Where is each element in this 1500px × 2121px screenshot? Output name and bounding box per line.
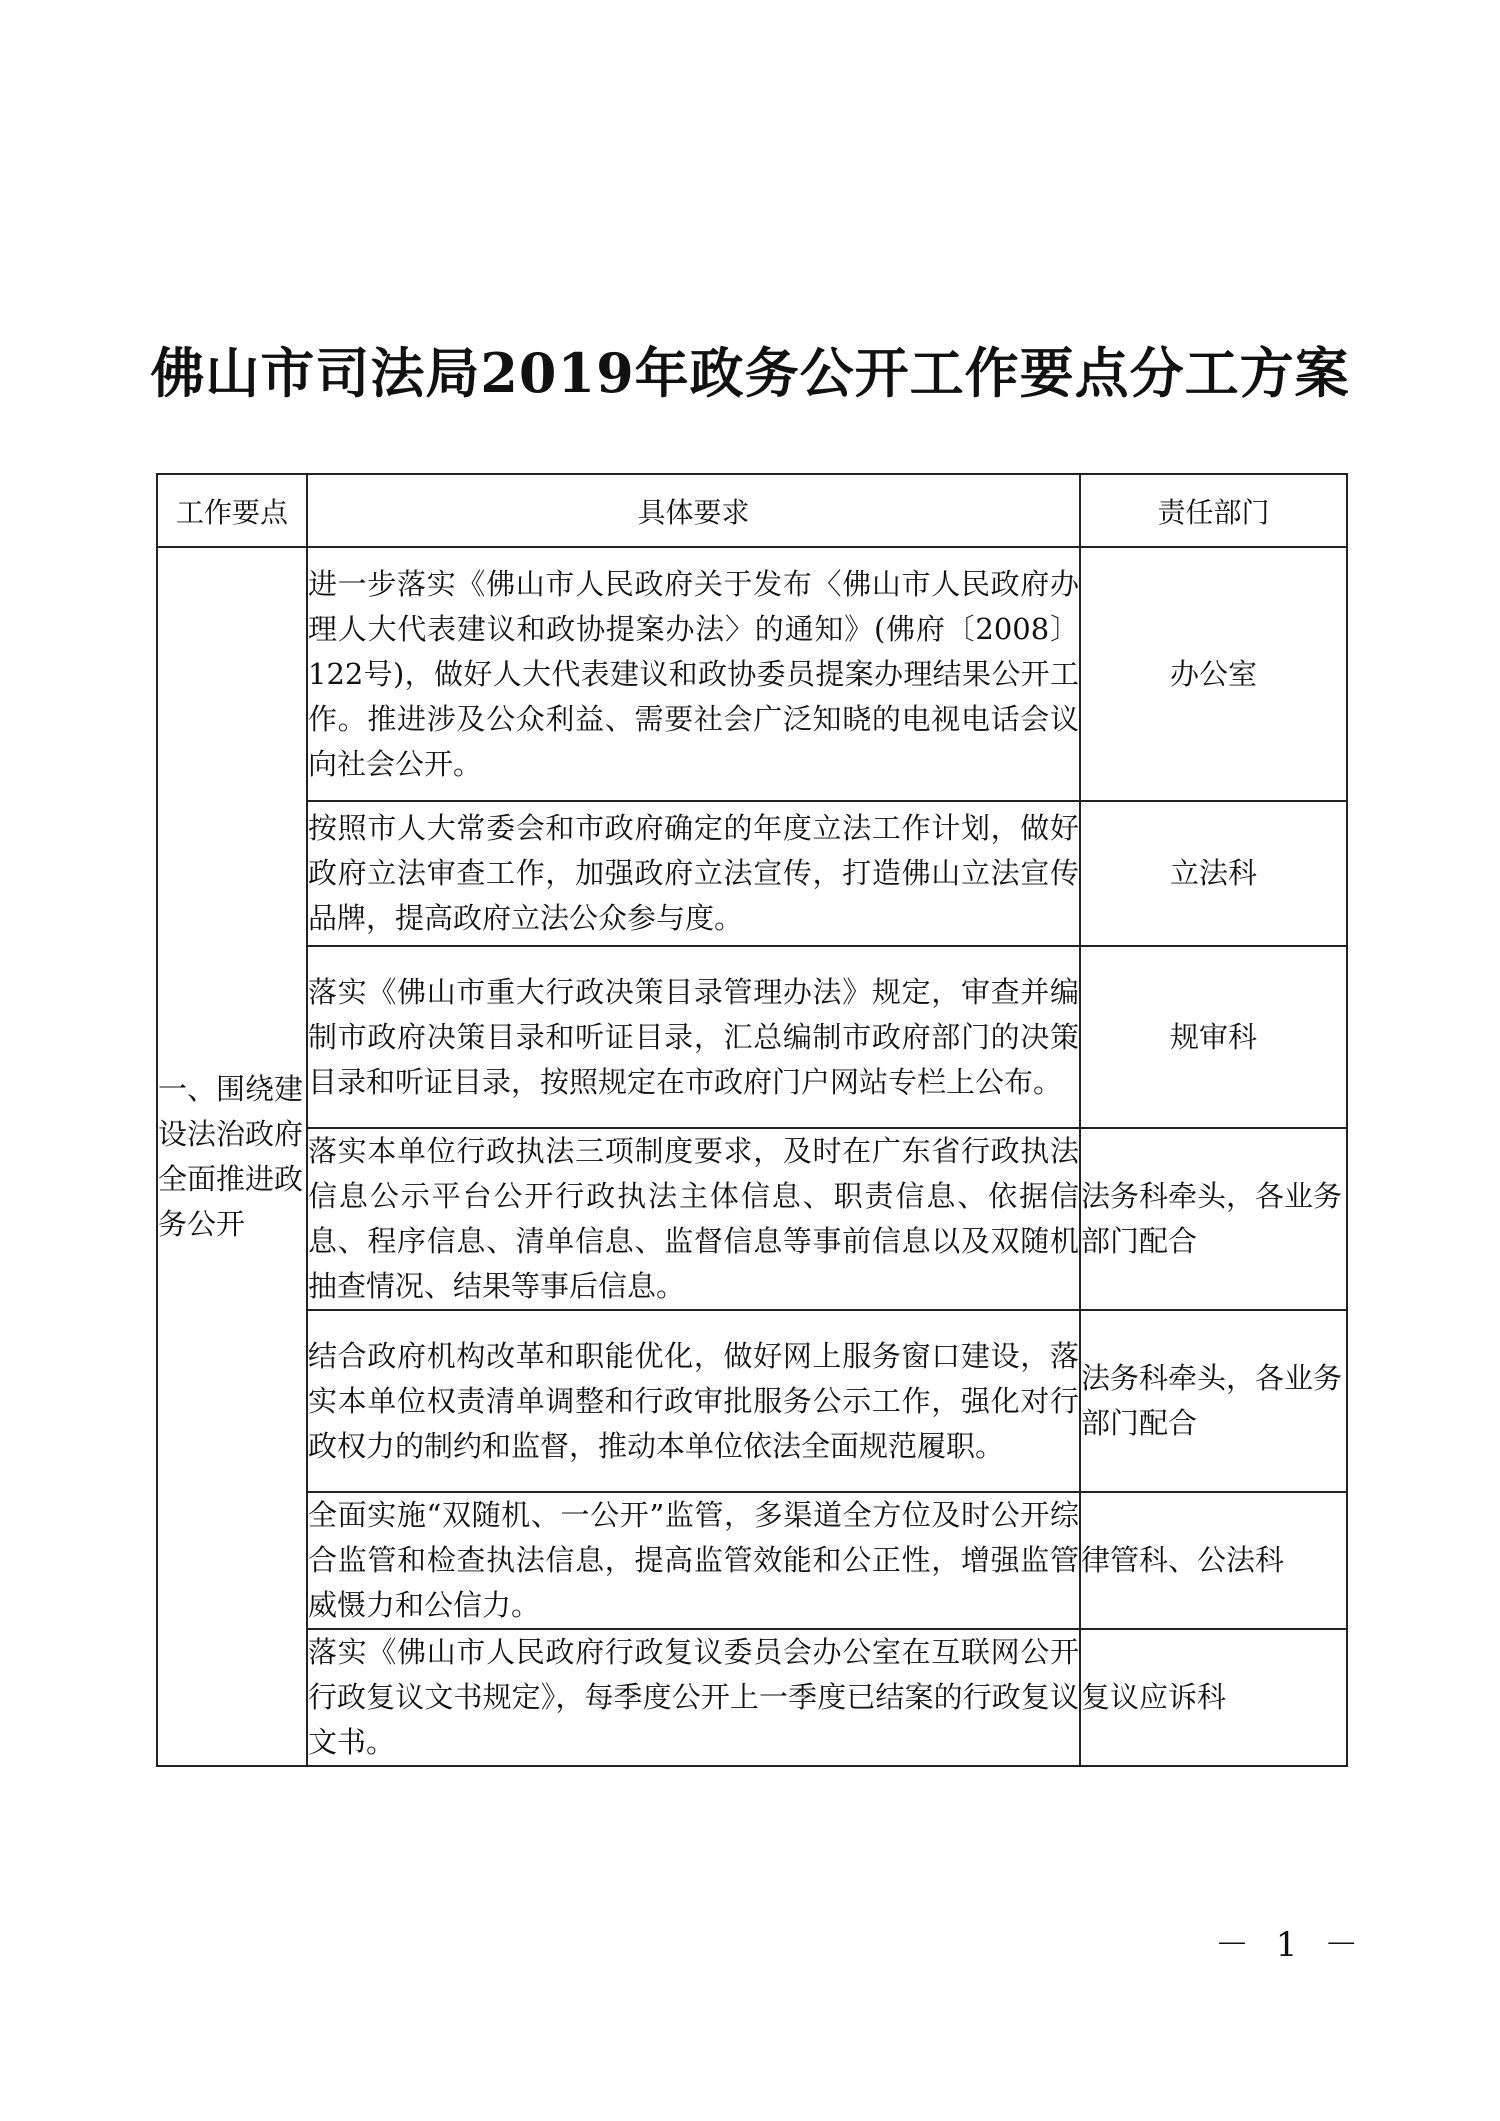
department-cell: 办公室 <box>1080 547 1347 801</box>
requirement-cell: 结合政府机构改革和职能优化，做好网上服务窗口建设，落实本单位权责清单调整和行政审批服务公示工作，强化对行政权力的制约和监督，推动本单位依法全面规范履职。 <box>307 1310 1080 1492</box>
table-row <box>157 1492 1347 1629</box>
department-cell: 律管科、公法科 <box>1080 1492 1347 1629</box>
requirement-cell: 按照市人大常委会和市政府确定的年度立法工作计划，做好政府立法审查工作，加强政府立法宣传，打造佛山立法宣传品牌，提高政府立法公众参与度。 <box>307 801 1080 946</box>
header-work-point: 工作要点 <box>157 474 307 547</box>
table-row <box>157 1310 1347 1492</box>
header-requirement: 具体要求 <box>307 474 1080 547</box>
table-row <box>157 946 1347 1128</box>
department-cell: 规审科 <box>1080 946 1347 1128</box>
table-row <box>157 1128 1347 1310</box>
table-header-row <box>157 474 1347 547</box>
requirement-cell: 落实《佛山市重大行政决策目录管理办法》规定，审查并编制市政府决策目录和听证目录，汇总编制市政府部门的决策目录和听证目录，按照规定在市政府门户网站专栏上公布。 <box>307 946 1080 1128</box>
table-row <box>157 547 1347 801</box>
department-cell: 法务科牵头，各业务部门配合 <box>1080 1128 1347 1310</box>
work-plan-table <box>156 473 1348 1767</box>
department-cell: 立法科 <box>1080 801 1347 946</box>
requirement-cell: 全面实施“双随机、一公开”监管，多渠道全方位及时公开综合监管和检查执法信息，提高监管效能和公正性，增强监管威慑力和公信力。 <box>307 1492 1080 1629</box>
work-point-cell: 一、围绕建设法治政府全面推进政务公开 <box>157 547 307 1766</box>
table-row <box>157 1629 1347 1766</box>
header-department: 责任部门 <box>1080 474 1347 547</box>
department-cell: 法务科牵头，各业务部门配合 <box>1080 1310 1347 1492</box>
page-number: － 1 － <box>1215 1925 1367 1965</box>
page-title: 佛山市司法局2019年政务公开工作要点分工方案 <box>150 341 1350 405</box>
department-cell: 复议应诉科 <box>1080 1629 1347 1766</box>
requirement-cell: 进一步落实《佛山市人民政府关于发布〈佛山市人民政府办理人大代表建议和政协提案办法〉的通知》(佛府〔2008〕122号)，做好人大代表建议和政协委员提案办理结果公开工作。推进涉及公众利益、需要社会广泛知晓的电视电话会议向社会公开。 <box>307 547 1080 801</box>
table-row <box>157 801 1347 946</box>
requirement-cell: 落实《佛山市人民政府行政复议委员会办公室在互联网公开行政复议文书规定》，每季度公开上一季度已结案的行政复议文书。 <box>307 1629 1080 1766</box>
requirement-cell: 落实本单位行政执法三项制度要求，及时在广东省行政执法信息公示平台公开行政执法主体信息、职责信息、依据信息、程序信息、清单信息、监督信息等事前信息以及双随机抽查情况、结果等事后信息。 <box>307 1128 1080 1310</box>
